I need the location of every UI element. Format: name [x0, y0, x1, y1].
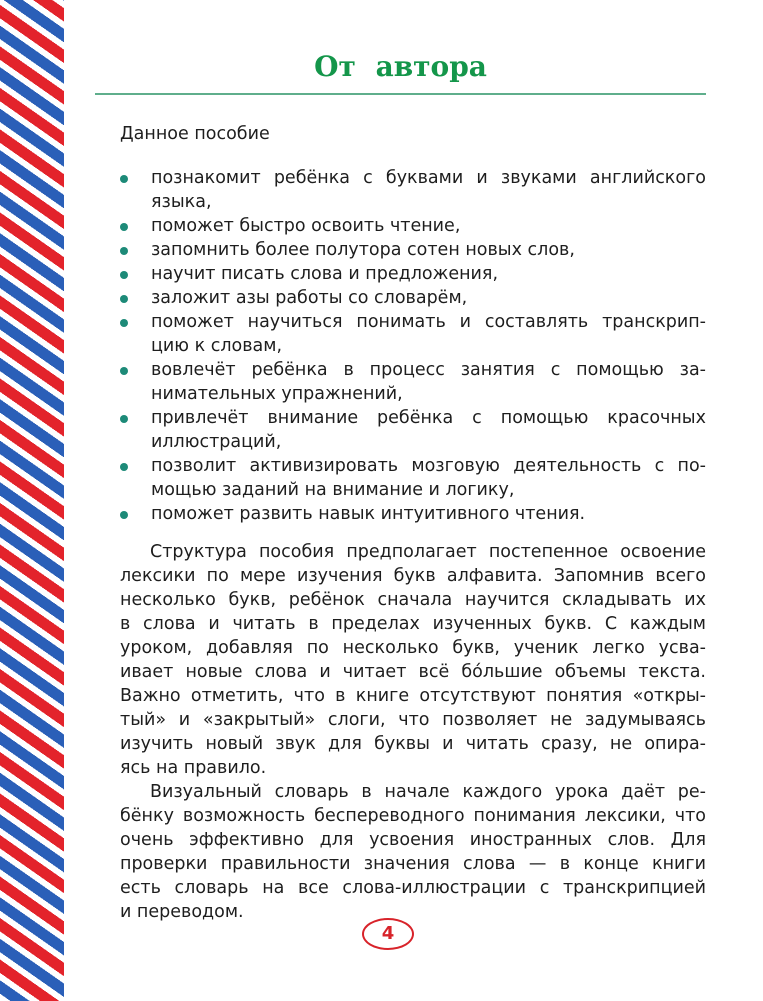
- bullet-icon: [120, 367, 128, 375]
- list-item-line: мощью заданий на внимание и логику,: [151, 480, 515, 500]
- paragraph-line: проверки правильности значения слова — в конце книги: [120, 854, 706, 874]
- paragraph-line: в слова и читать в пределах изученных букв. С каждым: [120, 614, 706, 634]
- list-item-line: поможет научиться понимать и составлять транскрип-: [151, 312, 706, 332]
- paragraph-line: ясь на правило.: [120, 758, 267, 778]
- list-item-line: поможет быстро освоить чтение,: [151, 216, 461, 236]
- list-item-line: запомнить более полутора сотен новых слов,: [151, 240, 575, 260]
- title-divider: [95, 93, 706, 95]
- list-item-line: позволит активизировать мозговую деятельность с по-: [151, 456, 706, 476]
- list-item-line: познакомит ребёнка с буквами и звуками английского: [151, 168, 706, 188]
- list-item-line: поможет развить навык интуитивного чтения.: [151, 504, 586, 524]
- bullet-icon: [120, 463, 128, 471]
- paragraph-line: есть словарь на все слова-иллюстрации с транскрипцией: [120, 878, 706, 898]
- list-item-line: научит писать слова и предложения,: [151, 264, 499, 284]
- bullet-icon: [120, 175, 128, 183]
- list-item-line: цию к словам,: [151, 336, 283, 356]
- bullet-icon: [120, 319, 128, 327]
- bullet-icon: [120, 295, 128, 303]
- barber-stripe-border: [0, 0, 64, 1001]
- bullet-icon: [120, 271, 128, 279]
- paragraph-line: Структура пособия предполагает постепенное освоение: [150, 542, 706, 562]
- list-item-line: вовлечёт ребёнка в процесс занятия с помощью за-: [151, 360, 706, 380]
- bullet-icon: [120, 247, 128, 255]
- list-item-line: нимательных упражнений,: [151, 384, 403, 404]
- paragraph-line: очень эффективно для усвоения иностранных слов. Для: [120, 830, 706, 850]
- bullet-icon: [120, 415, 128, 423]
- paragraph-line: тый» и «закрытый» слоги, что позволяет не задумываясь: [120, 710, 706, 730]
- list-item-line: заложит азы работы со словарём,: [151, 288, 468, 308]
- paragraph-line: Визуальный словарь в начале каждого урока даёт ре-: [150, 782, 706, 802]
- paragraph-line: ивает новые слова и читает всё бóльшие объемы текста.: [120, 662, 706, 682]
- bullet-icon: [120, 223, 128, 231]
- paragraph-line: лексики по мере изучения букв алфавита. Запомнив всего: [120, 566, 706, 586]
- list-item-line: привлечёт внимание ребёнка с помощью красочных: [151, 408, 706, 428]
- bullet-icon: [120, 511, 128, 519]
- paragraph-line: уроком, добавляя по несколько букв, ученик легко усва-: [120, 638, 706, 658]
- paragraph-line: и переводом.: [120, 902, 244, 922]
- intro-text: Данное пособие: [120, 124, 270, 144]
- page-title: От автора: [314, 50, 487, 83]
- list-item-line: иллюстраций,: [151, 432, 282, 452]
- paragraph-line: несколько букв, ребёнок сначала научится складывать их: [120, 590, 706, 610]
- paragraph-line: бёнку возможность беспереводного понимания лексики, что: [120, 806, 706, 826]
- list-item-line: языка,: [151, 192, 212, 212]
- paragraph-line: изучить новый звук для буквы и читать сразу, не опира-: [120, 734, 706, 754]
- paragraph-line: Важно отметить, что в книге отсутствуют понятия «откры-: [120, 686, 706, 706]
- page-number: 4: [362, 918, 414, 950]
